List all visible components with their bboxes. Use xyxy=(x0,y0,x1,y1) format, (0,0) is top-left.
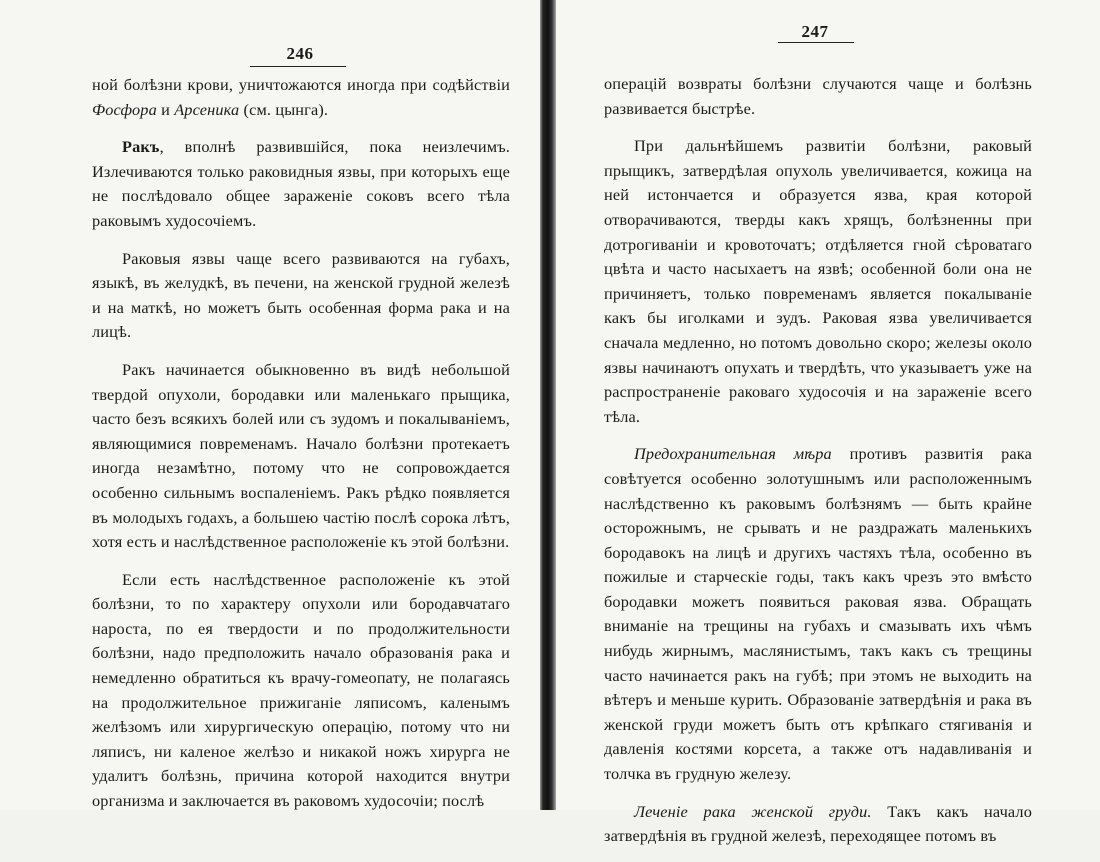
paragraph: При дальнѣйшемъ развитіи болѣзни, раковый прыщикъ, затвердѣлая опухоль увеличивается, кожица на ней истончается и образуется язва, края которой отворачиваются, тверды какъ хрящъ, болѣзненны при дотрогиваніи и кровоточатъ; отдѣляется гной сѣроватаго цвѣта и часто насыхаетъ на язвѣ; особенной боли она не причиняетъ, только повременамъ является покалываніе какъ бы иголками и зудъ. Раковая язва увеличивается сначала медленно, но потомъ довольно скоро; железы около язвы начинаютъ опухать и твердѣть, что указываетъ уже на распространеніе раковаго худосочія и на зараженіе всего тѣла. xyxy=(604,136,1032,426)
paragraph: Если есть наслѣдственное расположеніе къ этой болѣзни, то по характеру опухоли или бородавчатаго нароста, по ея твердости и по продолжительности болѣзни, надо предположить начало образованія рака и немедленно обратиться къ врачу-гомеопату, не полагаясь на продолжительное прижиганіе ляписомъ, каленымъ желѣзомъ или хирургическую операцію, потому что ни ляписъ, ни каленое желѣзо и никакой ножъ хирурга не удалитъ болѣзнь, причина которой находится внутри организма и заключается въ раковомъ худосочіи; послѣ xyxy=(92,569,510,811)
page-number-left: 246 xyxy=(286,44,314,63)
paragraph xyxy=(604,800,1032,849)
paragraph xyxy=(92,135,510,233)
italic-heading: Предохранительная мѣра xyxy=(634,444,832,464)
page-number-right: 247 xyxy=(801,22,829,41)
bold-term: Ракъ xyxy=(122,137,160,157)
italic-term: Фосфора xyxy=(92,99,157,119)
text-run: (см. цынга). xyxy=(239,99,329,119)
text-run: , вполнѣ развившійся, пока неизлечимъ. Излечиваются только раковидныя язвы, при которыхъ еще не послѣдовало общее зараженіе соковъ всего тѣла раковымъ худосочіемъ. xyxy=(92,137,510,230)
text-run: ной болѣзни крови, уничтожаются иногда при содѣйствіи xyxy=(92,75,510,94)
text-run: противъ развитія рака совѣтуется особенно золотушнымъ или расположеннымъ наслѣдственно къ раковымъ болѣзнямъ — быть крайне осторожнымъ, не срывать и не раздражать маленькихъ бородавокъ на лицѣ и другихъ частяхъ тѣла, особенно въ пожилые и старческіе годы, такъ какъ чрезъ это вмѣсто бородавки можетъ появиться раковая язва. Обращать вниманіе на трещины на губахъ и смазывать ихъ чѣмъ нибудь жирнымъ, маслянистымъ, такъ какъ съ трещины часто начинается ракъ на губѣ; при этомъ не выходить на вѣтеръ и меньше курить. Образованіе затвердѣнія и рака въ женской груди можетъ быть отъ крѣпкаго стягиванія и давленія костями корсета, а также отъ надавливанія и толчка въ грудную железу. xyxy=(604,444,1032,784)
paragraph: Раковыя язвы чаще всего развиваются на губахъ, языкѣ, въ желудкѣ, въ печени, на женской грудной железѣ и на маткѣ, но можетъ быть особенная форма рака и на лицѣ. xyxy=(92,248,510,342)
page-number-rule-right xyxy=(778,42,854,43)
italic-term: Арсеника xyxy=(174,99,240,119)
paragraph xyxy=(604,442,1032,786)
right-page-text xyxy=(604,72,1032,862)
book-gutter xyxy=(540,0,556,810)
left-page-text xyxy=(92,73,510,827)
italic-heading: Леченіе рака женской груди. xyxy=(634,801,872,821)
text-run: Такъ какъ начало затвердѣнія въ грудной железѣ, переходящее потомъ въ xyxy=(604,801,1032,846)
paragraph: Ракъ начинается обыкновенно въ видѣ небольшой твердой опухоли, бородавки или маленькаго прыщика, часто безъ всякихъ болей или съ зудомъ и покалываніемъ, являющимися повременамъ. Начало болѣзни протекаетъ иногда незамѣтно, потому что не сопровождается особенно сильнымъ воспаленіемъ. Ракъ рѣдко появляется въ молодыхъ годахъ, а большею частію послѣ сорока лѣтъ, хотя есть и наслѣдственное расположеніе къ этой болѣзни. xyxy=(92,359,510,552)
text-run: и xyxy=(156,99,175,119)
page-number-rule-left xyxy=(250,66,346,67)
paragraph: операцій возвраты болѣзни случаются чаще и болѣзнь развивается быстрѣе. xyxy=(604,74,1032,118)
paragraph xyxy=(92,73,510,122)
